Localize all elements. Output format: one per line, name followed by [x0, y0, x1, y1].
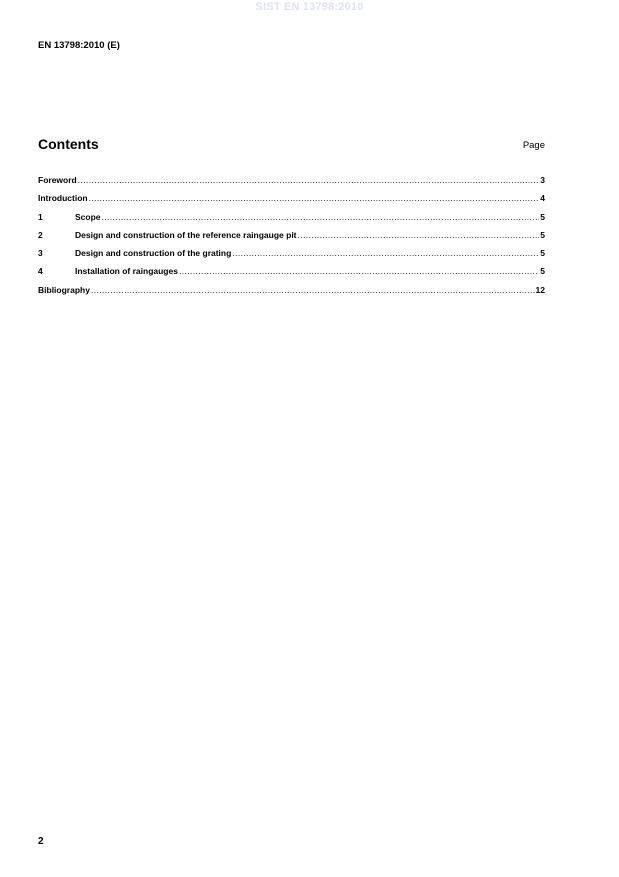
- toc-entry-introduction[interactable]: [38, 193, 545, 211]
- toc-dot-leader: [179, 266, 539, 276]
- toc-dot-leader: [78, 175, 540, 185]
- toc-entry-page: 5: [540, 211, 545, 222]
- contents-heading: Contents: [38, 136, 99, 152]
- toc-dot-leader: [91, 285, 535, 295]
- toc-entry-number: 2: [38, 229, 43, 240]
- watermark: SIST EN 13798:2010: [255, 1, 364, 13]
- toc-entry-title: Foreword: [38, 175, 77, 185]
- toc-entry-title: Design and construction of the reference raingauge pit: [75, 229, 297, 240]
- toc-entry-number: 4: [38, 266, 43, 277]
- toc-entry-page: 5: [540, 229, 545, 240]
- toc-entry-scope[interactable]: [38, 212, 545, 230]
- toc-entry-title: Installation of raingauges: [75, 266, 178, 277]
- toc-entry-title: Introduction: [38, 193, 88, 204]
- toc-entry-number: 3: [38, 248, 43, 259]
- toc-entry-title: Bibliography: [38, 284, 90, 295]
- toc-entry-page: 3: [540, 175, 545, 185]
- page-number: 2: [38, 836, 44, 847]
- table-of-contents: [38, 175, 545, 303]
- toc-entry-bibliography[interactable]: [38, 285, 545, 303]
- toc-entry-page: 5: [540, 266, 545, 277]
- toc-entry-foreword[interactable]: [38, 175, 545, 193]
- toc-entry-page: 5: [540, 248, 545, 259]
- toc-dot-leader: [232, 248, 539, 258]
- toc-entry-number: 1: [38, 211, 43, 222]
- toc-entry-page: 4: [540, 193, 545, 204]
- toc-entry-raingauge-pit[interactable]: [38, 230, 545, 248]
- toc-entry-grating[interactable]: [38, 248, 545, 266]
- toc-entry-title: Scope: [75, 211, 101, 222]
- toc-dot-leader: [298, 230, 540, 240]
- toc-entry-page: 12: [535, 284, 545, 295]
- document-id: EN 13798:2010 (E): [38, 40, 120, 51]
- toc-entry-title: Design and construction of the grating: [75, 248, 232, 259]
- page-column-label: Page: [522, 140, 545, 151]
- toc-entry-installation[interactable]: [38, 266, 545, 284]
- toc-dot-leader: [89, 193, 540, 203]
- toc-dot-leader: [102, 212, 540, 222]
